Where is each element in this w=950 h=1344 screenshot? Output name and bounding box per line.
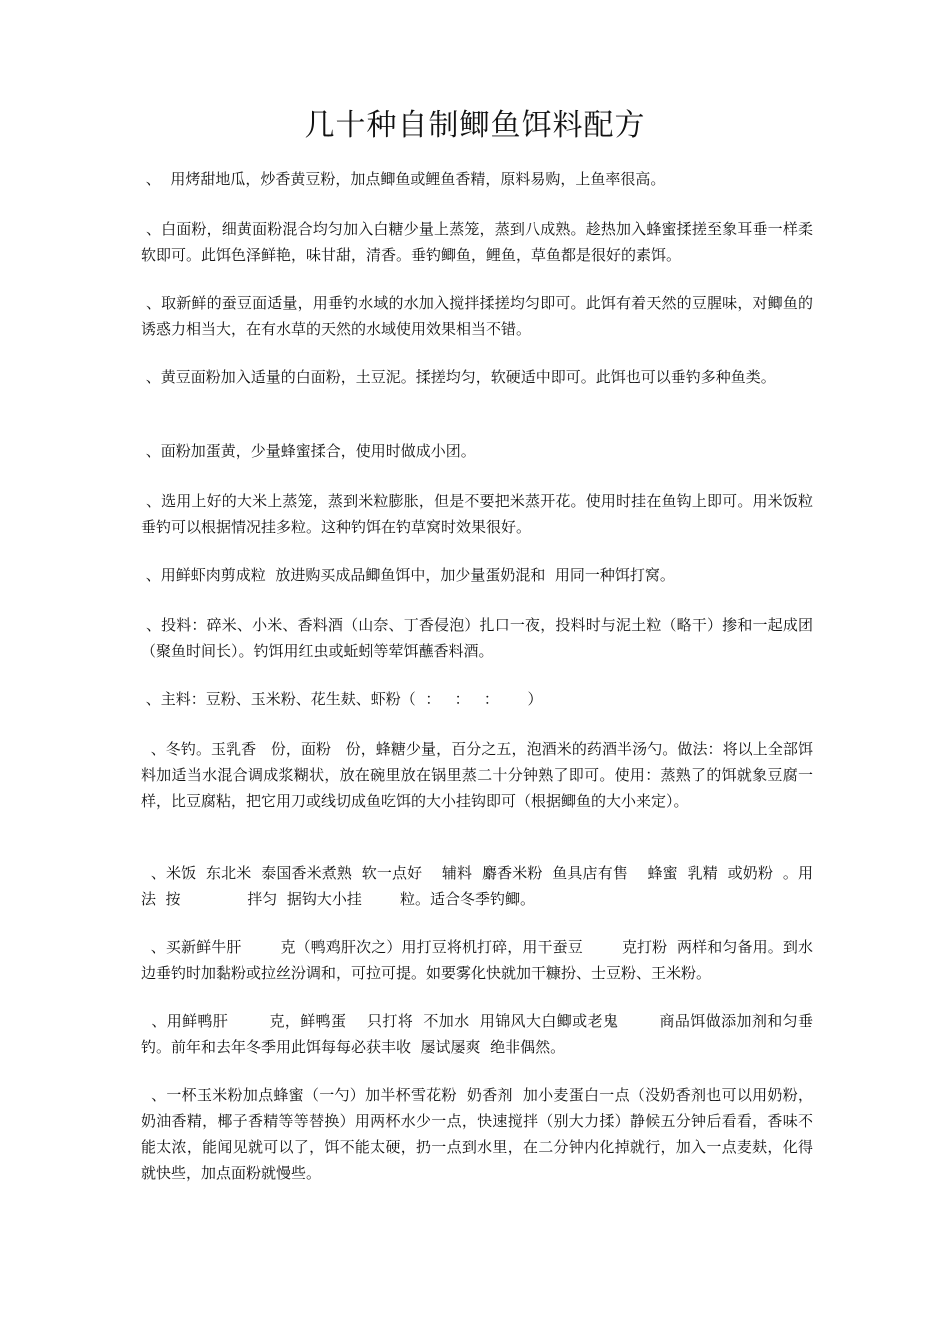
recipe-paragraph-11: 、米饭 东北米 泰国香米煮熟 软一点好 辅料 麝香米粉 鱼具店有售 蜂蜜 乳精 或奶粉 。用法 按 拌匀 据钩大小挂 粒。适合冬季钓鲫。 [141, 864, 814, 908]
recipe-paragraph-9: 、主料：豆粉、玉米粉、花生麸、虾粉（ ： ： ： ） [141, 690, 543, 708]
recipe-paragraph-10: 、冬钓。玉乳香 份，面粉 份，蜂糖少量，百分之五，泡酒米的药酒半汤勺。做法：将以上全部饵料加适当水混合调成浆糊状，放在碗里放在锅里蒸二十分钟熟了即可。使用：蒸熟了的饵就象豆腐一样，比豆腐粘，把它用刀或线切成鱼吃饵的大小挂钩即可（根据鲫鱼的大小来定）。 [141, 740, 813, 810]
recipe-paragraph-7: 、用鲜虾肉剪成粒 放进购买成品鲫鱼饵中，加少量蛋奶混和 用同一种饵打窝。 [141, 566, 675, 584]
recipe-paragraph-6: 、选用上好的大米上蒸笼，蒸到米粒膨胀，但是不要把米蒸开花。使用时挂在鱼钩上即可。用米饭粒垂钓可以根据情况挂多粒。这种钓饵在钓草窝时效果很好。 [141, 492, 813, 536]
recipe-paragraph-1: 、 用烤甜地瓜，炒香黄豆粉，加点鲫鱼或鲤鱼香精，原料易购，上鱼率很高。 [141, 170, 666, 188]
recipe-paragraph-12: 、买新鲜牛肝 克（鸭鸡肝次之）用打豆将机打碎，用干蚕豆 克打粉 两样和匀备用。到水边垂钓时加黏粉或拉丝汾调和，可拉可提。如要雾化快就加干糠扮、士豆粉、王米粉。 [141, 938, 813, 982]
recipe-paragraph-4: 、黄豆面粉加入适量的白面粉，土豆泥。揉搓均匀，软硬适中即可。此饵也可以垂钓多种鱼类。 [141, 368, 776, 386]
document-title: 几十种自制鲫鱼饵料配方 [304, 108, 646, 143]
recipe-paragraph-3: 、取新鲜的蚕豆面适量，用垂钓水域的水加入搅拌揉搓均匀即可。此饵有着天然的豆腥味，对鲫鱼的诱惑力相当大，在有水草的天然的水域使用效果相当不错。 [141, 294, 813, 338]
recipe-paragraph-2: 、白面粉，细黄面粉混合均匀加入白糖少量上蒸笼，蒸到八成熟。趁热加入蜂蜜揉搓至象耳垂一样柔软即可。此饵色泽鲜艳，味甘甜，清香。垂钓鲫鱼，鲤鱼，草鱼都是很好的素饵。 [141, 220, 813, 264]
recipe-paragraph-13: 、用鲜鸭肝 克，鲜鸭蛋 只打将 不加水 用锦风大白鲫或老鬼 商品饵做添加剂和匀垂钓。前年和去年冬季用此饵每每必获丰收 屡试屡爽 绝非偶然。 [141, 1012, 813, 1056]
recipe-paragraph-14: 、一杯玉米粉加点蜂蜜（一勺）加半杯雪花粉 奶香剂 加小麦蛋白一点（没奶香剂也可以用奶粉，奶油香精，椰子香精等等替换）用两杯水少一点，快速搅拌（别大力揉）静候五分钟后看看，香味不能太浓，能闻见就可以了，饵不能太硬，扔一点到水里，在二分钟内化掉就行，加入一点麦麸，化得就快些，加点面粉就慢些。 [141, 1086, 813, 1182]
recipe-paragraph-5: 、面粉加蛋黄，少量蜂蜜揉合，使用时做成小团。 [141, 442, 476, 460]
recipe-paragraph-8: 、投料：碎米、小米、香料酒（山奈、丁香侵泡）扎口一夜，投料时与泥土粒（略干）掺和一起成团（聚鱼时间长）。钓饵用红虫或蚯蚓等荤饵蘸香料酒。 [141, 616, 813, 660]
